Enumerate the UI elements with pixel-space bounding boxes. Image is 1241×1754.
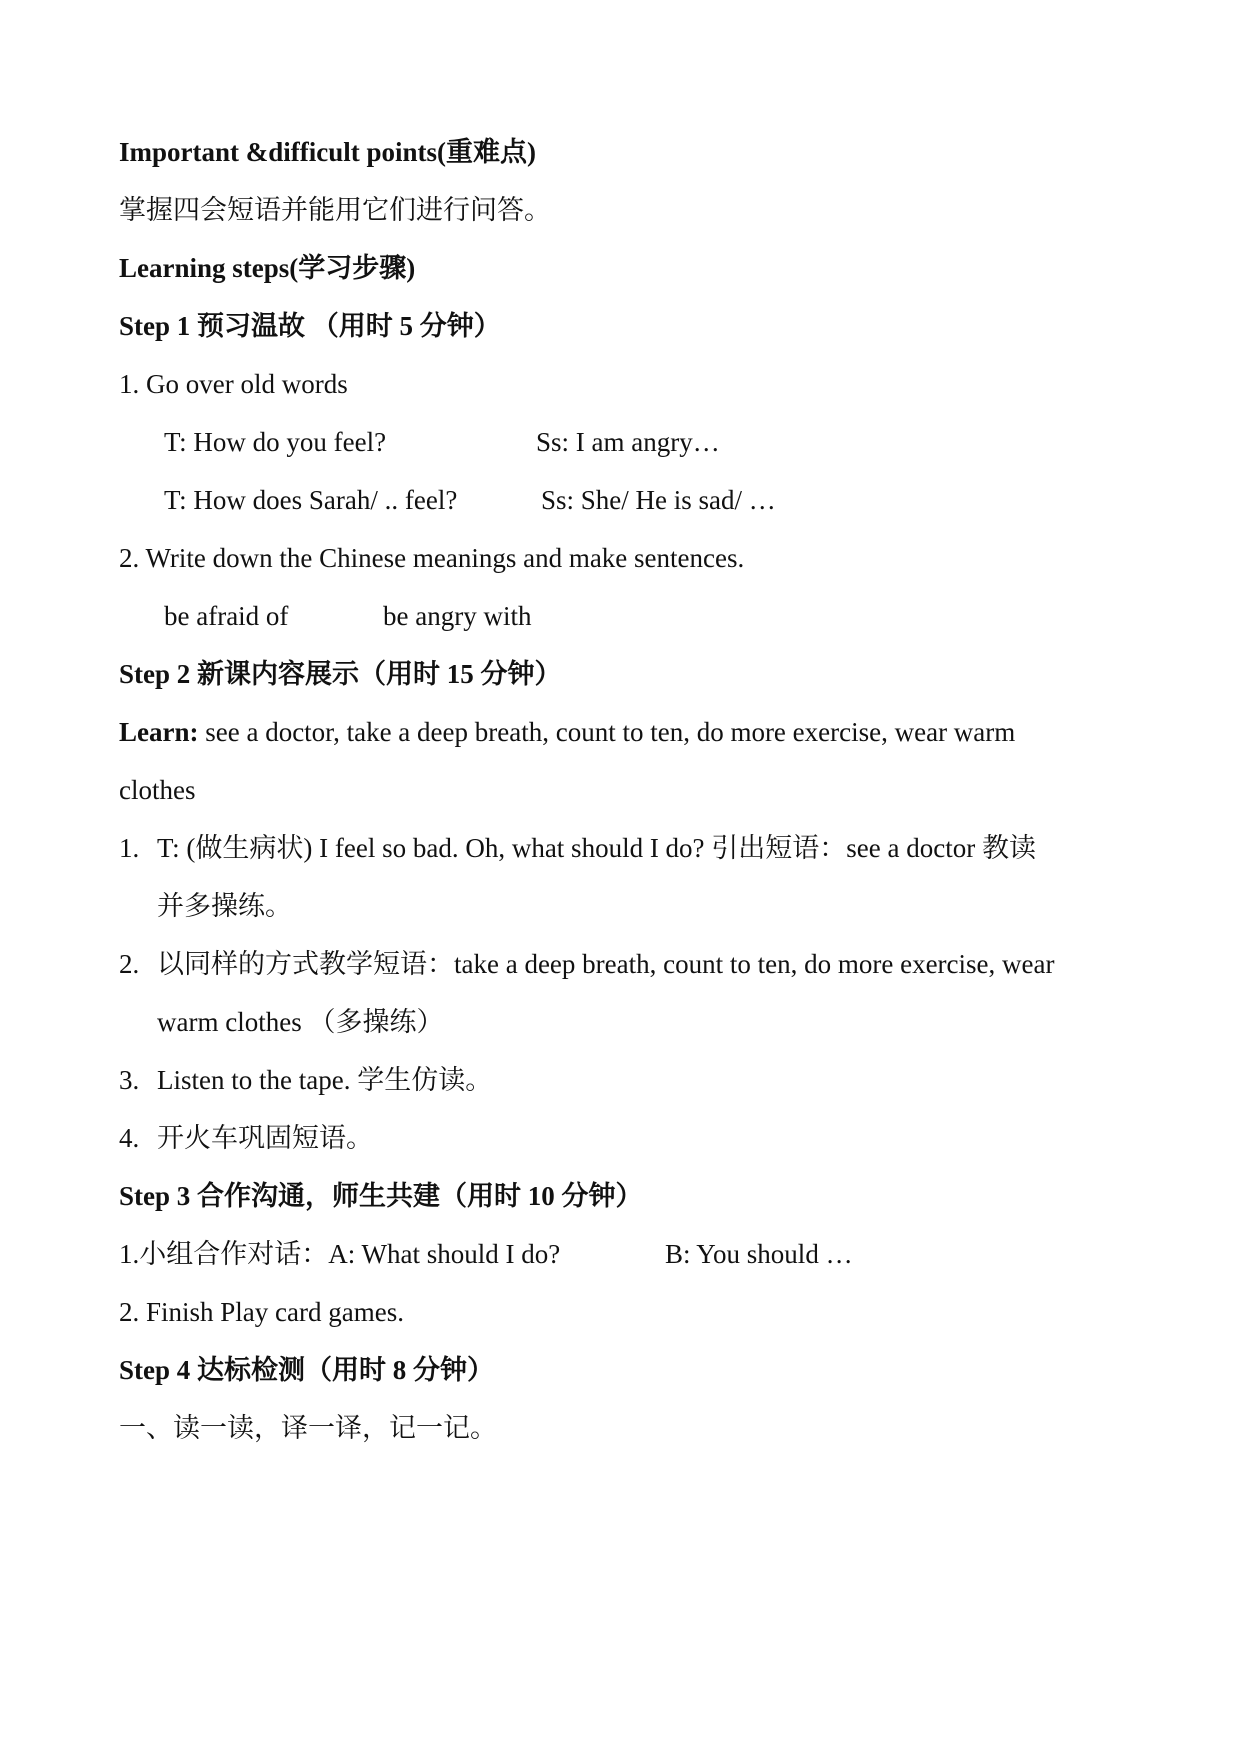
step4-item1: 一、读一读，译一译，记一记。: [119, 1413, 497, 1443]
step2-item1-cont: 并多操练。: [157, 891, 292, 921]
item-text: T: (做生病状) I feel so bad. Oh, what should I do? 引出短语：see a doctor 教读: [157, 833, 1036, 863]
learn-label: Learn:: [119, 717, 199, 747]
step2-item2: [119, 946, 1054, 982]
heading-important-points: Important &difficult points(重难点): [119, 137, 536, 167]
points-text: 掌握四会短语并能用它们进行问答。: [119, 195, 551, 225]
step2-item1: [119, 830, 1036, 866]
step2-item4: [119, 1120, 373, 1156]
step2-learn-cont: clothes: [119, 775, 196, 805]
dialog2-students: Ss: She/ He is sad/ …: [541, 485, 776, 515]
item-text: 以同样的方式教学短语：take a deep breath, count to ten, do more exercise, wear: [157, 949, 1055, 979]
step1-dialog2: [164, 482, 457, 518]
step2-item2-cont: warm clothes （多操练）: [157, 1007, 444, 1037]
dialog2-teacher: T: How does Sarah/ .. feel?: [164, 485, 458, 515]
step2-title: Step 2 新课内容展示（用时 15 分钟）: [119, 659, 562, 689]
phrase-angry: be angry with: [383, 601, 532, 631]
dialog1-students: Ss: I am angry…: [536, 427, 720, 457]
item-text: Listen to the tape. 学生仿读。: [157, 1065, 493, 1095]
step3-item1-b: B: You should …: [665, 1239, 853, 1269]
step3-item2: 2. Finish Play card games.: [119, 1297, 404, 1327]
heading-learning-steps: Learning steps(学习步骤): [119, 253, 416, 283]
dialog1-teacher: T: How do you feel?: [164, 427, 387, 457]
item-text: 开火车巩固短语。: [157, 1123, 373, 1153]
step3-title: Step 3 合作沟通，师生共建（用时 10 分钟）: [119, 1181, 643, 1211]
step1-dialog1: [164, 424, 386, 460]
item-number: 2.: [119, 949, 140, 979]
step1-item1: 1. Go over old words: [119, 369, 348, 399]
step1-title: Step 1 预习温故 （用时 5 分钟）: [119, 311, 501, 341]
step2-learn: [119, 714, 1015, 750]
phrase-afraid: be afraid of: [164, 601, 289, 631]
step1-item2: 2. Write down the Chinese meanings and make sentences.: [119, 543, 745, 573]
step4-title: Step 4 达标检测（用时 8 分钟）: [119, 1355, 495, 1385]
step3-item1: 1.小组合作对话：A: What should I do?: [119, 1239, 561, 1269]
step2-item3: [119, 1062, 492, 1098]
item-number: 3.: [119, 1065, 140, 1095]
item-number: 4.: [119, 1123, 140, 1153]
item-number: 1.: [119, 833, 140, 863]
learn-text: see a doctor, take a deep breath, count to ten, do more exercise, wear warm: [198, 717, 1016, 747]
